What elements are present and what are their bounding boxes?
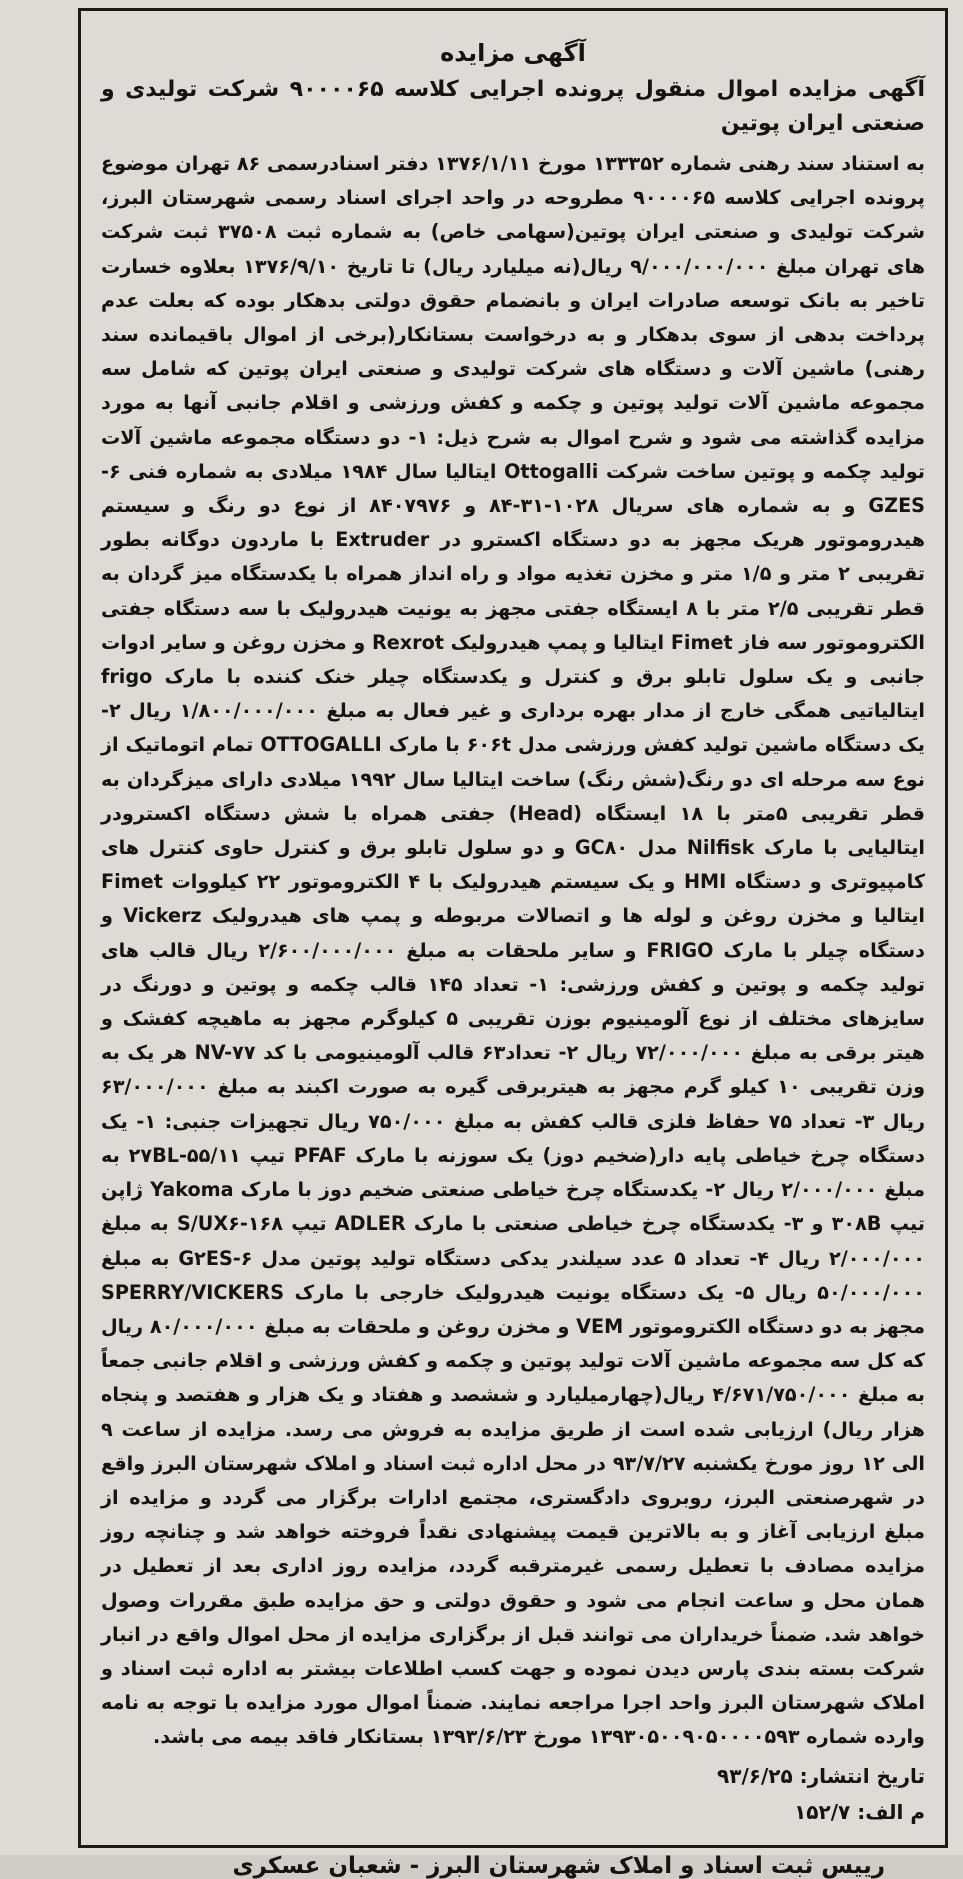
reference-code: م الف: ۱۵۲/۷ xyxy=(794,1799,925,1824)
publish-date: تاریخ انتشار: ۹۳/۶/۲۵ xyxy=(717,1763,925,1788)
notice-lead: آگهی مزایده اموال منقول پرونده اجرایی کلاسه ۹۰۰۰۰۶۵ شرکت تولیدی و صنعتی ایران پوتین xyxy=(101,77,925,136)
signature: رییس ثبت اسناد و املاک شهرستان البرز - شعبان عسکری xyxy=(232,1852,885,1879)
notice-heading: آگهی مزایده xyxy=(440,39,586,67)
notice-frame xyxy=(78,8,948,1879)
notice-body: به استناد سند رهنی شماره ۱۳۳۳۵۲ مورخ ۱۳۷۶/۱/۱۱ دفتر اسنادرسمی ۸۶ تهران موضوع پرونده اجرایی کلاسه ۹۰۰۰۰۶۵ مطروحه در واحد اجرای اسناد رسمی شهرستان البرز، شرکت تولیدی و صنعتی ایران پوتین(سهامی خاص) به شماره ثبت ۳۷۵۰۸ ثبت شرکت های تهران مبلغ ۹/۰۰۰/۰۰۰/۰۰۰ ریال(نه میلیارد ریال) تا تاریخ ۱۳۷۶/۹/۱۰ بعلاوه خسارت تاخیر به بانک توسعه صادرات ایران و بانضمام حقوق دولتی بدهکار بوده که بعلت عدم پرداخت بدهی از سوی بدهکار و به درخواست بستانکار(برخی از اموال باقیمانده سند رهنی) ماشین آلات و دستگاه های شرکت تولیدی و صنعتی ایران پوتین که شامل سه مجموعه ماشین آلات تولید پوتین و چکمه و کفش ورزشی و اقلام جانبی آنها به مورد مزایده گذاشته می شود و شرح اموال به شرح ذیل: ۱- دو دستگاه مجموعه ماشین آلات تولید چکمه و پوتین ساخت شرکت Ottogalli ایتالیا سال ۱۹۸۴ میلادی به شماره فنی ۶-GZES و به شماره های سریال ۱۰۲۸-۳۱-۸۴ و ۸۴۰۷۹۷۶ از نوع دو رنگ و سیستم هیدروموتور هریک مجهز به دو دستگاه اکسترو در Extruder با ماردون دوگانه بطور تقریبی ۲ متر و ۱/۵ متر و مخزن تغذیه مواد و راه انداز همراه با یکدستگاه میز گردان به قطر تقریبی ۲/۵ متر با ۸ ایستگاه جفتی مجهز به یونیت هیدرولیک با سه دستگاه جفتی الکتروموتور سه فاز Fimet ایتالیا و پمپ هیدرولیک Rexrot و مخزن روغن و سایر ادوات جانبی و یک سلول تابلو برق و کنترل و یکدستگاه چیلر خنک کننده با مارک frigo ایتالیاتیی همگی خارج از مدار بهره برداری و غیر فعال به مبلغ ۱/۸۰۰/۰۰۰/۰۰۰ ریال ۲- یک دستگاه ماشین تولید کفش ورزشی مدل ۶۰۶t با مارک OTTOGALLI تمام اتوماتیک از نوع سه مرحله ای دو رنگ(شش رنگ) ساخت ایتالیا سال ۱۹۹۲ میلادی دارای میزگردان به قطر تقریبی ۵متر با ۱۸ ایستگاه (Head) جفتی همراه با شش دستگاه اکسترودر ایتالیایی با مارک Nilfisk مدل GC۸۰ و دو سلول تابلو برق و کنترل حاوی کنترل های کامپیوتری و دستگاه HMI و یک سیستم هیدرولیک با ۴ الکتروموتور ۲۲ کیلووات Fimet ایتالیا و مخزن روغن و لوله ها و اتصالات مربوطه و پمپ های هیدرولیک Vickerz و دستگاه چیلر با مارک FRIGO و سایر ملحقات به مبلغ ۲/۶۰۰/۰۰۰/۰۰۰ ریال قالب های تولید چکمه و پوتین و کفش ورزشی: ۱- تعداد ۱۴۵ قالب چکمه و پوتین و دورنگ در سایزهای مختلف از نوع آلومینیوم بوزن تقریبی ۵ کیلوگرم مجهز به ماهیچه کفشک و هیتر برقی به مبلغ ۷۲/۰۰۰/۰۰۰ ریال ۲- تعداد۶۳ قالب آلومینیومی با کد NV-۷۷ هر یک به وزن تقریبی ۱۰ کیلو گرم مجهز به هیتربرقی گیره به صورت اکبند به مبلغ ۶۳/۰۰۰/۰۰۰ ریال ۳- تعداد ۷۵ حفاظ فلزی قالب کفش به مبلغ ۷۵۰/۰۰۰ ریال تجهیزات جنبی: ۱- یک دستگاه چرخ خیاطی پایه دار(ضخیم دوز) یک سوزنه با مارک PFAF تیپ ۵۵/۱۱-۲۷BL به مبلغ ۲/۰۰۰/۰۰۰ ریال ۲- یکدستگاه چرخ خیاطی صنعتی ضخیم دوز با مارک Yakoma ژاپن تیپ ۳۰۸B و ۳- یکدستگاه چرخ خیاطی صنعتی با مارک ADLER تیپ ۱۶۸-S/UX۶ به مبلغ ۲/۰۰۰/۰۰۰ ریال ۴- تعداد ۵ عدد سیلندر یدکی دستگاه تولید پوتین مدل ۶-G۲ES به مبلغ ۵۰/۰۰۰/۰۰۰ ریال ۵- یک دستگاه یونیت هیدرولیک خارجی با مارک SPERRY/VICKERS مجهز به دو دستگاه الکتروموتور VEM و مخزن روغن و ملحقات به مبلغ ۸۰/۰۰۰/۰۰۰ ریال که کل سه مجموعه ماشین آلات تولید پوتین و چکمه و کفش ورزشی و اقلام جانبی جمعاً به مبلغ ۴/۶۷۱/۷۵۰/۰۰۰ ریال(چهارمیلیارد و ششصد و هفتاد و یک هزار و هفتصد و پنجاه هزار ریال) ارزیابی شده است از طریق مزایده به فروش می رسد. مزایده از ساعت ۹ الی ۱۲ روز مورخ یکشنبه ۹۳/۷/۲۷ در محل اداره ثبت اسناد و املاک شهرستان البرز واقع در شهرصنعتی البرز، روبروی دادگستری، مجتمع ادارات برگزار می گردد و مزایده از مبلغ ارزیابی آغاز و به بالاترین قیمت پیشنهادی نقداً فروخته خواهد شد و چنانچه روز مزایده مصادف با تعطیل رسمی غیرمترقبه گردد، مزایده روز اداری بعد از تعطیل در همان محل و ساعت انجام می شود و حقوق دولتی و حق مزایده طبق مقررات وصول خواهد شد. ضمناً خریداران می توانند قبل از برگزاری مزایده از محل اموال واقع در انبار شرکت بسته بندی پارس دیدن نموده و جهت کسب اطلاعات بیشتر به اداره ثبت اسناد و املاک شهرستان البرز واحد اجرا مراجعه نمایند. ضمناً اموال مورد مزایده با توجه به نامه وارده شماره ۱۳۹۳۰۵۰۰۹۰۵۰۰۰۰۵۹۳ مورخ ۱۳۹۳/۶/۲۳ بستانکار فاقد بیمه می باشد. xyxy=(101,152,926,1749)
